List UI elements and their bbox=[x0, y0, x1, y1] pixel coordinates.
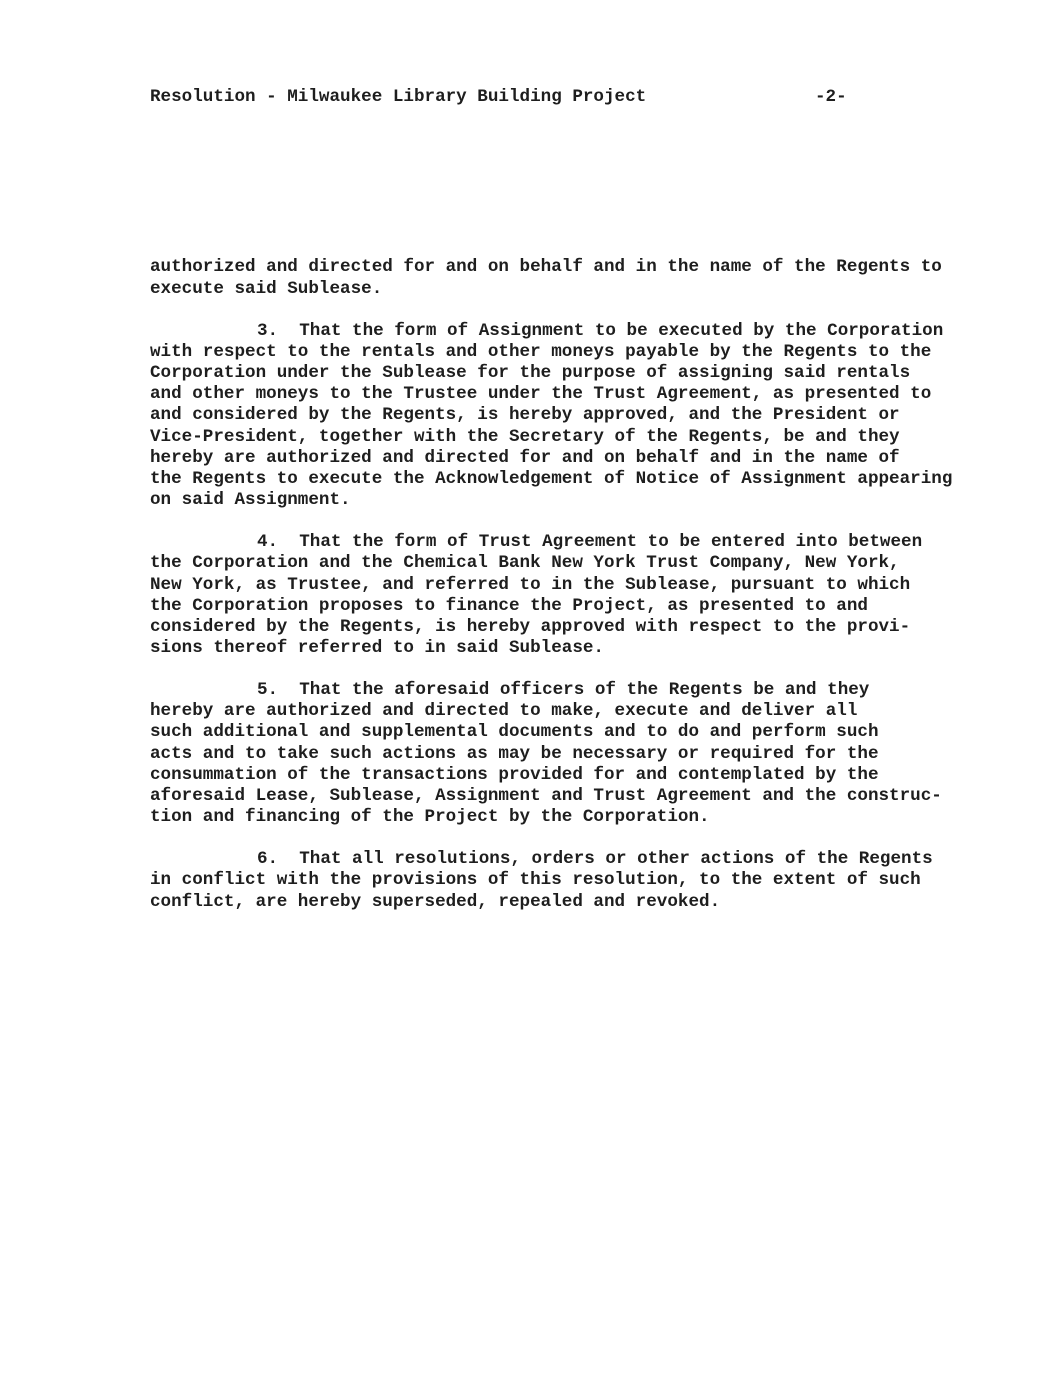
page-header-title: Resolution - Milwaukee Library Building Project bbox=[150, 87, 647, 107]
document-body bbox=[150, 257, 990, 934]
text-line: conflict, are hereby superseded, repealed and revoked. bbox=[150, 891, 721, 912]
text-line: hereby are authorized and directed for and on behalf and in the name of bbox=[150, 447, 900, 468]
text-line: acts and to take such actions as may be necessary or required for the bbox=[150, 743, 879, 764]
text-line: the Regents to execute the Acknowledgement of Notice of Assignment appearing bbox=[150, 468, 953, 489]
paragraph-6 bbox=[150, 849, 990, 912]
text-line: the Corporation proposes to finance the Project, as presented to and bbox=[150, 595, 868, 616]
text-line: New York, as Trustee, and referred to in the Sublease, pursuant to which bbox=[150, 574, 911, 595]
paragraph-5 bbox=[150, 680, 990, 828]
text-line: 4. That the form of Trust Agreement to be entered into between bbox=[257, 532, 923, 553]
text-line: tion and financing of the Project by the Corporation. bbox=[150, 807, 710, 828]
text-line: sions thereof referred to in said Sublease. bbox=[150, 637, 604, 658]
text-line: Vice-President, together with the Secretary of the Regents, be and they bbox=[150, 426, 900, 447]
paragraph-continuation bbox=[150, 257, 990, 299]
paragraph-4 bbox=[150, 532, 990, 659]
text-line: authorized and directed for and on behalf and in the name of the Regents to bbox=[150, 257, 942, 278]
text-line: consummation of the transactions provided for and contemplated by the bbox=[150, 764, 879, 785]
text-line: aforesaid Lease, Sublease, Assignment and Trust Agreement and the construc- bbox=[150, 785, 942, 806]
text-line: the Corporation and the Chemical Bank New York Trust Company, New York, bbox=[150, 553, 900, 574]
text-line: 3. That the form of Assignment to be executed by the Corporation bbox=[257, 320, 944, 341]
text-line: on said Assignment. bbox=[150, 489, 351, 510]
text-line: considered by the Regents, is hereby approved with respect to the provi- bbox=[150, 616, 911, 637]
text-line: and considered by the Regents, is hereby approved, and the President or bbox=[150, 405, 900, 426]
text-line: Corporation under the Sublease for the purpose of assigning said rentals bbox=[150, 363, 911, 384]
text-line: execute said Sublease. bbox=[150, 278, 383, 299]
text-line: such additional and supplemental documents and to do and perform such bbox=[150, 722, 879, 743]
text-line: 6. That all resolutions, orders or other actions of the Regents bbox=[257, 849, 933, 870]
text-line: in conflict with the provisions of this resolution, to the extent of such bbox=[150, 870, 921, 891]
text-line: with respect to the rentals and other moneys payable by the Regents to the bbox=[150, 341, 932, 362]
text-line: 5. That the aforesaid officers of the Regents be and they bbox=[257, 680, 870, 701]
page-number: -2- bbox=[815, 87, 847, 107]
text-line: and other moneys to the Trustee under the Trust Agreement, as presented to bbox=[150, 384, 932, 405]
paragraph-3 bbox=[150, 321, 990, 511]
text-line: hereby are authorized and directed to make, execute and deliver all bbox=[150, 701, 858, 722]
